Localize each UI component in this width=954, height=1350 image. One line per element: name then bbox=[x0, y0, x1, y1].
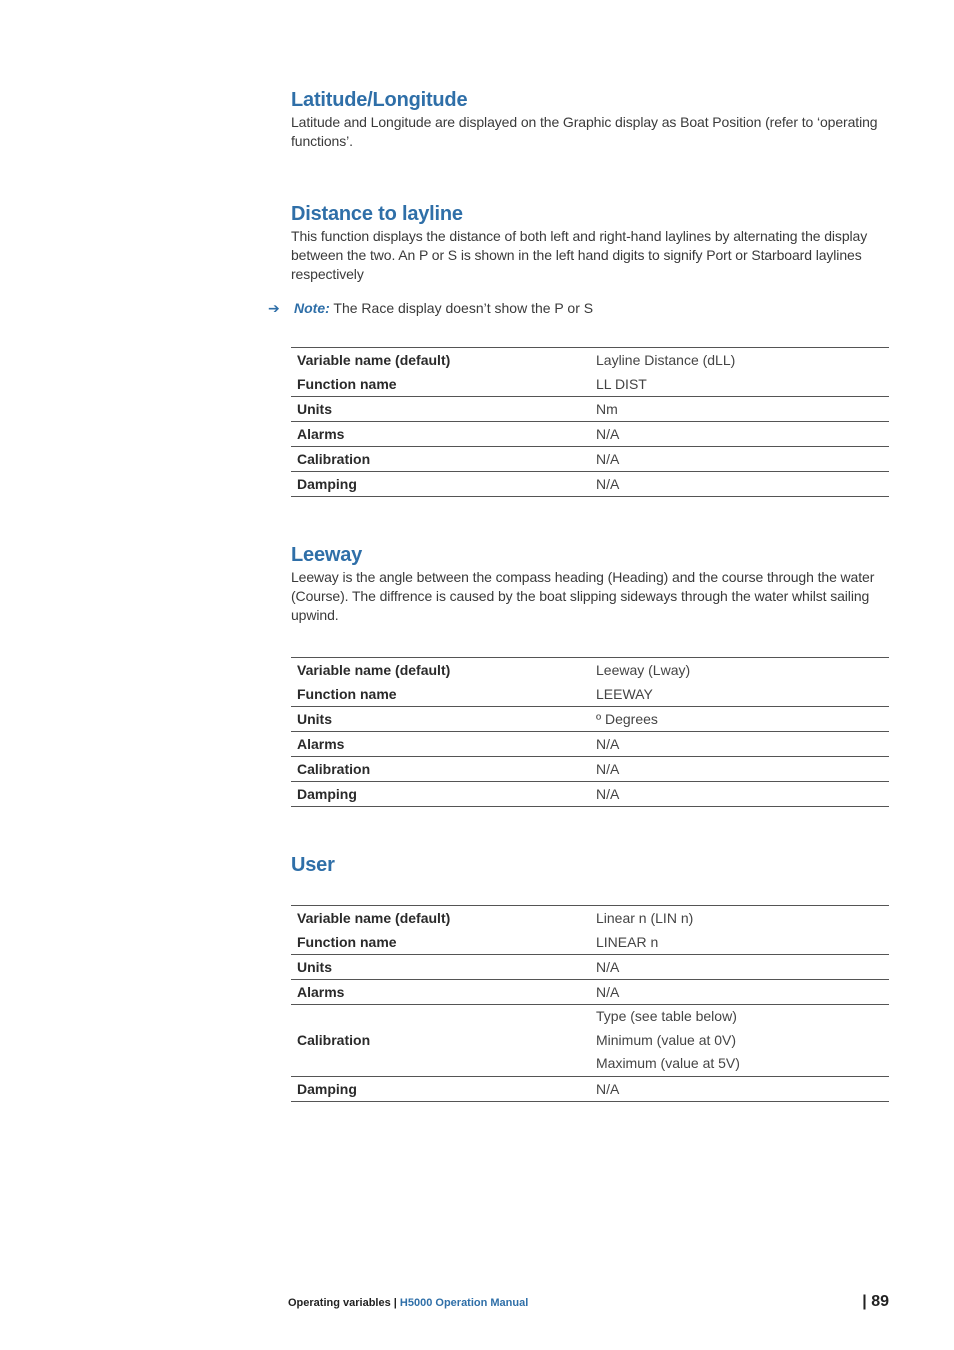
table-row bbox=[291, 397, 889, 422]
calibration-line: Maximum (value at 5V) bbox=[596, 1055, 740, 1071]
table-value: N/A bbox=[590, 472, 889, 497]
note-race-display bbox=[268, 299, 593, 318]
page-number-prefix: | bbox=[862, 1293, 872, 1310]
table-user bbox=[291, 905, 889, 1102]
table-row bbox=[291, 1076, 889, 1101]
table-row bbox=[291, 930, 889, 955]
table-key: Variable name (default) bbox=[291, 348, 590, 373]
table-value: N/A bbox=[590, 757, 889, 782]
section-leeway bbox=[291, 542, 889, 625]
table-row bbox=[291, 980, 889, 1005]
table-key: Alarms bbox=[291, 732, 590, 757]
table-value: N/A bbox=[590, 422, 889, 447]
calibration-line: Minimum (value at 0V) bbox=[596, 1031, 737, 1048]
table-row bbox=[291, 422, 889, 447]
table-value: LL DIST bbox=[596, 376, 647, 392]
table-row bbox=[291, 1005, 889, 1077]
table-value: N/A bbox=[590, 1076, 889, 1101]
table-key: Units bbox=[291, 397, 590, 422]
table-value: Leeway (Lway) bbox=[590, 658, 889, 683]
page-number bbox=[862, 1293, 889, 1311]
table-value: Nm bbox=[590, 397, 889, 422]
footer-title bbox=[288, 1297, 528, 1309]
heading-user: User bbox=[291, 854, 335, 876]
table-key: Units bbox=[291, 707, 590, 732]
table-key: Units bbox=[291, 955, 590, 980]
table-key: Calibration bbox=[291, 1005, 590, 1077]
table-row bbox=[291, 658, 889, 683]
table-row bbox=[291, 348, 889, 373]
table-key: Calibration bbox=[291, 447, 590, 472]
table-value: Linear n (LIN n) bbox=[590, 906, 889, 931]
table-row bbox=[291, 472, 889, 497]
table-key: Damping bbox=[291, 782, 590, 807]
table-row bbox=[291, 707, 889, 732]
paragraph-latitude-longitude: Latitude and Longitude are displayed on the Graphic display as Boat Position (refer to ‘operating functions’. bbox=[291, 114, 878, 149]
table-key: Variable name (default) bbox=[291, 658, 590, 683]
right-arrow-icon: ➔ bbox=[268, 300, 280, 316]
table-key: Alarms bbox=[291, 422, 590, 447]
footer-manual: H5000 Operation Manual bbox=[399, 1297, 529, 1309]
table-value: LINEAR n bbox=[596, 934, 659, 950]
paragraph-distance-to-layline: This function displays the distance of both left and right-hand laylines by alternating the display between the two. An P or S is shown in the left hand digits to signify Port or Starboard laylines respectively bbox=[291, 228, 868, 282]
table-value: N/A bbox=[590, 447, 889, 472]
heading-leeway: Leeway bbox=[291, 544, 363, 566]
table-key: Alarms bbox=[291, 980, 590, 1005]
table-key: Function name bbox=[297, 686, 397, 702]
table-distance-to-layline bbox=[291, 347, 889, 497]
table-row bbox=[291, 372, 889, 397]
section-distance-to-layline bbox=[291, 201, 889, 284]
table-value: N/A bbox=[590, 732, 889, 757]
table-value: N/A bbox=[590, 980, 889, 1005]
table-row bbox=[291, 682, 889, 707]
table-row bbox=[291, 732, 889, 757]
table-value: N/A bbox=[590, 782, 889, 807]
table-value: LEEWAY bbox=[596, 686, 653, 702]
table-key: Damping bbox=[291, 1076, 590, 1101]
table-row bbox=[291, 782, 889, 807]
section-user bbox=[291, 852, 889, 878]
heading-latitude-longitude: Latitude/Longitude bbox=[291, 89, 468, 111]
table-row bbox=[291, 955, 889, 980]
table-key: Function name bbox=[297, 376, 397, 392]
table-key: Damping bbox=[291, 472, 590, 497]
table-row bbox=[291, 906, 889, 931]
footer-section: Operating variables bbox=[288, 1297, 391, 1309]
note-label: Note: bbox=[294, 300, 330, 316]
heading-distance-to-layline: Distance to layline bbox=[291, 203, 463, 225]
table-row bbox=[291, 447, 889, 472]
table-value: Layline Distance (dLL) bbox=[590, 348, 889, 373]
table-key: Variable name (default) bbox=[291, 906, 590, 931]
note-text: The Race display doesn’t show the P or S bbox=[329, 300, 594, 316]
table-value: º Degrees bbox=[590, 707, 889, 732]
table-row bbox=[291, 757, 889, 782]
table-key: Function name bbox=[297, 934, 397, 950]
footer-separator: | bbox=[390, 1297, 400, 1309]
page-number-value: 89 bbox=[871, 1293, 889, 1310]
section-latitude-longitude bbox=[291, 87, 889, 151]
table-value: N/A bbox=[590, 955, 889, 980]
paragraph-leeway: Leeway is the angle between the compass heading (Heading) and the course through the water (Course). The diffrence is caused by the boat slipping sideways through the water whilst sailing upwind. bbox=[291, 569, 875, 623]
table-leeway bbox=[291, 657, 889, 807]
calibration-line: Type (see table below) bbox=[596, 1008, 737, 1024]
table-value bbox=[590, 1005, 889, 1077]
table-key: Calibration bbox=[291, 757, 590, 782]
